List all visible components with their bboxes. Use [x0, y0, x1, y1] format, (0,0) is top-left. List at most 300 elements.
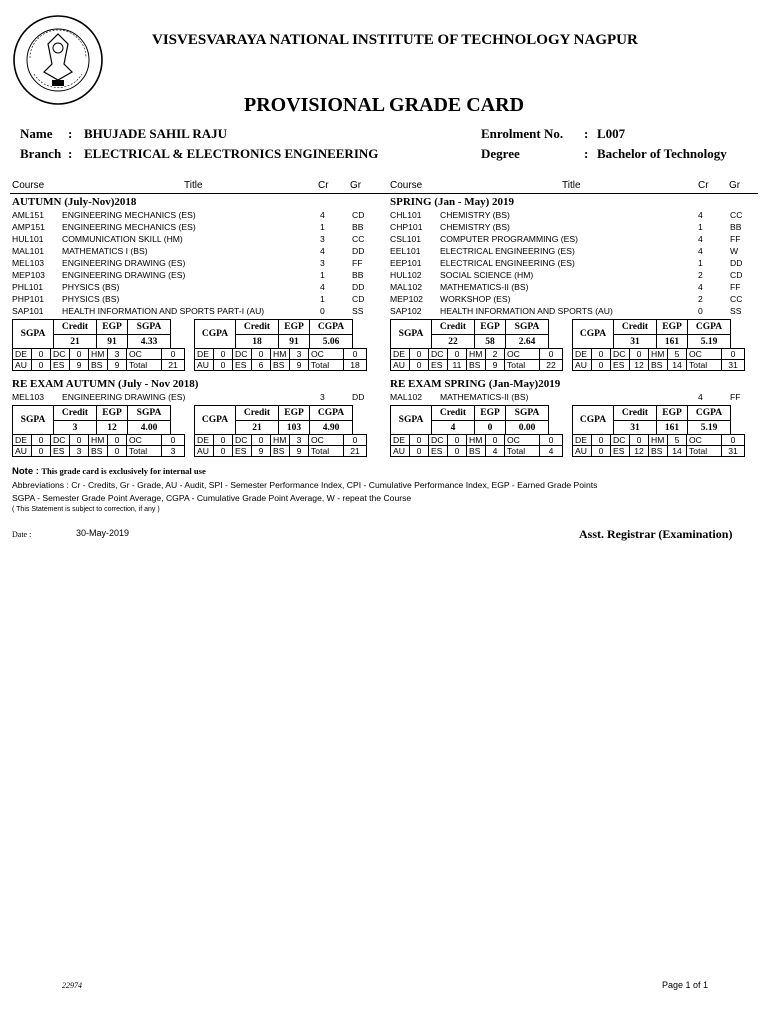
abbreviations-line-1: Abbreviations : Cr - Credits, Gr - Grade, AU - Audit, SPI - Semester Performance Index, CPI - Cumulative Performance Index, EGP - Earned Grade Points: [12, 480, 598, 490]
dist-oc-value: 0: [540, 349, 563, 360]
correction-statement: ( This Statement is subject to correction, if any ): [12, 506, 160, 513]
course-row: [390, 221, 756, 233]
course-row: [12, 281, 378, 293]
dist-de-label: DE: [13, 435, 32, 446]
sgpa-egp-value: 0: [475, 421, 506, 435]
semester-heading: RE EXAM SPRING (Jan-May)2019: [390, 378, 561, 390]
dist-dc-value: 0: [70, 435, 89, 446]
col-cr-left: Cr: [318, 180, 329, 191]
dist-es-value: 12: [630, 446, 649, 457]
course-grade: BB: [352, 270, 364, 280]
dist-total-label: Total: [687, 446, 722, 457]
dist-total-label: Total: [127, 360, 162, 371]
course-code: SAP101: [12, 306, 44, 316]
course-grade: CD: [730, 270, 743, 280]
dist-dc-value: 0: [630, 349, 649, 360]
dist-dc-label: DC: [611, 435, 630, 446]
course-title: ENGINEERING MECHANICS (ES): [62, 222, 196, 232]
sgpa-credit-value: 3: [54, 421, 97, 435]
course-grade: CD: [352, 294, 365, 304]
semester-heading: SPRING (Jan - May) 2019: [390, 196, 515, 208]
dist-es-value: 3: [70, 446, 89, 457]
dist-es-label: ES: [429, 446, 448, 457]
dist-hm-label: HM: [649, 349, 668, 360]
course-grade: CC: [730, 294, 743, 304]
dist-oc-label: OC: [687, 349, 722, 360]
course-row: [12, 257, 378, 269]
cgpa-label: CGPA: [195, 406, 236, 435]
dist-es-value: 9: [252, 446, 271, 457]
dist-hm-label: HM: [271, 349, 290, 360]
course-code: PHP101: [12, 294, 45, 304]
dist-es-label: ES: [233, 446, 252, 457]
dist-au-value: 0: [32, 446, 51, 457]
dist-es-value: 0: [448, 446, 467, 457]
sgpa-credit-header: Credit: [432, 320, 475, 335]
course-code: AML151: [12, 210, 45, 220]
col-course-left: Course: [12, 180, 45, 191]
cgpa-table: [572, 405, 731, 435]
sgpa-table: [390, 405, 549, 435]
course-title: ENGINEERING DRAWING (ES): [62, 258, 186, 268]
date-label: Date :: [12, 530, 32, 539]
course-credits: 2: [698, 294, 703, 304]
cgpa-table: [194, 319, 353, 349]
course-row: [390, 209, 756, 221]
dist-oc-label: OC: [505, 349, 540, 360]
dist-dc-value: 0: [630, 435, 649, 446]
course-row: [390, 305, 756, 317]
dist-au-value: 0: [32, 360, 51, 371]
dist-bs-label: BS: [89, 446, 108, 457]
dist-total-value: 21: [162, 360, 185, 371]
dist-oc-value: 0: [162, 349, 185, 360]
student-name: BHUJADE SAHIL RAJU: [84, 126, 228, 141]
dist-au-label: AU: [195, 360, 214, 371]
course-title: COMPUTER PROGRAMMING (ES): [440, 234, 578, 244]
signatory: Asst. Registrar (Examination): [579, 527, 733, 541]
dist-es-value: 12: [630, 360, 649, 371]
course-title: PHYSICS (BS): [62, 282, 120, 292]
dist-bs-label: BS: [649, 360, 668, 371]
dist-de-label: DE: [573, 435, 592, 446]
col-course-right: Course: [390, 180, 423, 191]
degree-label: Degree: [481, 146, 520, 161]
sgpa-egp-value: 58: [475, 335, 506, 349]
dist-hm-label: HM: [89, 435, 108, 446]
dist-total-value: 3: [162, 446, 185, 457]
sgpa-label: SGPA: [391, 320, 432, 349]
cgpa-credit-value: 31: [614, 421, 657, 435]
course-credits: 4: [320, 246, 325, 256]
sgpa-table: [390, 319, 549, 349]
course-title: ENGINEERING DRAWING (ES): [62, 270, 186, 280]
col-gr-left: Gr: [350, 180, 362, 191]
dist-es-value: 9: [70, 360, 89, 371]
cgpa-value-value: 4.90: [310, 421, 353, 435]
course-code: CSL101: [390, 234, 422, 244]
sgpa-egp-value: 91: [97, 335, 128, 349]
name-colon: :: [68, 126, 73, 141]
course-title: MATHEMATICS I (BS): [62, 246, 148, 256]
dist-bs-label: BS: [271, 446, 290, 457]
course-title: WORKSHOP (ES): [440, 294, 511, 304]
sgpa-egp-header: EGP: [475, 406, 506, 421]
sgpa-value-value: 0.00: [506, 421, 549, 435]
cgpa-label: CGPA: [573, 406, 614, 435]
dist-au-label: AU: [13, 446, 32, 457]
cgpa-value-value: 5.19: [688, 421, 731, 435]
dist-total-value: 31: [722, 360, 745, 371]
dist-bs-value: 0: [108, 446, 127, 457]
dist-de-label: DE: [391, 349, 410, 360]
cgpa-egp-value: 161: [657, 421, 688, 435]
course-code: MAL101: [12, 246, 45, 256]
dist-es-label: ES: [611, 446, 630, 457]
course-code: MEP103: [12, 270, 45, 280]
branch-value: ELECTRICAL & ELECTRONICS ENGINEERING: [84, 146, 379, 161]
dist-au-value: 0: [410, 446, 429, 457]
dist-es-label: ES: [233, 360, 252, 371]
dist-oc-value: 0: [722, 435, 745, 446]
name-label: Name: [20, 126, 53, 141]
dist-oc-label: OC: [309, 349, 344, 360]
dist-oc-value: 0: [344, 435, 367, 446]
dist-bs-value: 9: [486, 360, 505, 371]
course-code: MAL102: [390, 282, 423, 292]
sgpa-credit-header: Credit: [432, 406, 475, 421]
dist-dc-value: 0: [448, 435, 467, 446]
degree-colon: :: [584, 146, 589, 161]
cgpa-egp-header: EGP: [657, 320, 688, 335]
course-code: MAL102: [390, 392, 423, 402]
enrolment-label: Enrolment No.: [481, 126, 564, 141]
course-credits: 1: [698, 222, 703, 232]
dist-dc-label: DC: [51, 349, 70, 360]
course-title: ENGINEERING MECHANICS (ES): [62, 210, 196, 220]
dist-hm-label: HM: [467, 435, 486, 446]
dist-dc-value: 0: [70, 349, 89, 360]
semester-heading: AUTUMN (July-Nov)2018: [12, 196, 137, 208]
course-row: [390, 281, 756, 293]
sgpa-egp-header: EGP: [475, 320, 506, 335]
dist-au-label: AU: [573, 446, 592, 457]
course-credits: 4: [698, 282, 703, 292]
note-line: [12, 466, 206, 477]
dist-oc-value: 0: [162, 435, 185, 446]
date-value: 30-May-2019: [76, 528, 130, 538]
course-credits: 4: [320, 282, 325, 292]
course-row: [12, 305, 378, 317]
dist-au-value: 0: [214, 360, 233, 371]
dist-dc-label: DC: [429, 349, 448, 360]
degree-value: Bachelor of Technology: [597, 146, 727, 161]
abbreviations-line-2: SGPA - Semester Grade Point Average, CGPA - Cumulative Grade Point Average, W - repeat the Course: [12, 493, 412, 503]
course-row: [12, 245, 378, 257]
dist-dc-label: DC: [233, 435, 252, 446]
cgpa-credit-value: 21: [236, 421, 279, 435]
dist-bs-value: 14: [668, 446, 687, 457]
course-code: EEP101: [390, 258, 422, 268]
cgpa-value-header: CGPA: [688, 406, 731, 421]
course-code: HUL102: [390, 270, 422, 280]
dist-au-value: 0: [592, 446, 611, 457]
course-code: CHP101: [390, 222, 423, 232]
dist-hm-value: 0: [486, 435, 505, 446]
dist-bs-value: 9: [290, 446, 309, 457]
dist-dc-value: 0: [252, 349, 271, 360]
dist-oc-value: 0: [722, 349, 745, 360]
dist-au-label: AU: [573, 360, 592, 371]
course-row: [390, 293, 756, 305]
course-row: [390, 233, 756, 245]
sgpa-egp-header: EGP: [97, 320, 128, 335]
dist-oc-value: 0: [344, 349, 367, 360]
course-credits: 3: [320, 234, 325, 244]
dist-hm-value: 0: [108, 435, 127, 446]
dist-total-value: 22: [540, 360, 563, 371]
course-credits: 2: [698, 270, 703, 280]
dist-au-value: 0: [214, 446, 233, 457]
note-label: Note :: [12, 466, 39, 477]
course-row: [12, 269, 378, 281]
course-code: CHL101: [390, 210, 422, 220]
course-title: ELECTRICAL ENGINEERING (ES): [440, 246, 575, 256]
dist-es-value: 6: [252, 360, 271, 371]
dist-de-value: 0: [32, 349, 51, 360]
cgpa-credit-header: Credit: [236, 320, 279, 335]
course-credits: 4: [698, 234, 703, 244]
course-credits: 3: [320, 392, 325, 402]
course-row: [390, 269, 756, 281]
dist-hm-label: HM: [89, 349, 108, 360]
cgpa-egp-header: EGP: [279, 406, 310, 421]
cgpa-credit-value: 31: [614, 335, 657, 349]
sgpa-value-header: SGPA: [128, 406, 171, 421]
sgpa-value-header: SGPA: [506, 406, 549, 421]
section-spring-2019: [390, 196, 756, 376]
course-row: [12, 293, 378, 305]
course-code: SAP102: [390, 306, 422, 316]
header-rule: [10, 193, 758, 194]
section-re-exam-spring: [390, 378, 756, 462]
course-grade: DD: [352, 392, 365, 402]
sgpa-credit-value: 22: [432, 335, 475, 349]
dist-total-label: Total: [127, 446, 162, 457]
course-grade: BB: [352, 222, 364, 232]
dist-es-label: ES: [51, 360, 70, 371]
dist-bs-value: 4: [486, 446, 505, 457]
course-credits: 1: [698, 258, 703, 268]
course-grade: DD: [352, 246, 365, 256]
course-credits: 0: [698, 306, 703, 316]
semester-heading: RE EXAM AUTUMN (July - Nov 2018): [12, 378, 199, 390]
dist-au-value: 0: [592, 360, 611, 371]
dist-dc-label: DC: [611, 349, 630, 360]
dist-total-value: 18: [344, 360, 367, 371]
dist-de-value: 0: [214, 349, 233, 360]
course-grade: SS: [352, 306, 364, 316]
dist-es-label: ES: [611, 360, 630, 371]
course-code: PHL101: [12, 282, 44, 292]
sgpa-value-header: SGPA: [128, 320, 171, 335]
dist-de-label: DE: [195, 349, 214, 360]
dist-oc-label: OC: [127, 435, 162, 446]
dist-oc-label: OC: [687, 435, 722, 446]
dist-hm-label: HM: [467, 349, 486, 360]
course-code: MEL103: [12, 258, 45, 268]
dist-bs-label: BS: [467, 446, 486, 457]
dist-total-label: Total: [309, 360, 344, 371]
dist-es-value: 11: [448, 360, 467, 371]
col-title-right: Title: [562, 180, 581, 191]
course-grade: CD: [352, 210, 365, 220]
course-credits: 4: [320, 210, 325, 220]
sgpa-credit-value: 21: [54, 335, 97, 349]
dist-bs-value: 14: [668, 360, 687, 371]
dist-de-label: DE: [195, 435, 214, 446]
cgpa-value-value: 5.06: [310, 335, 353, 349]
course-title: HEALTH INFORMATION AND SPORTS (AU): [440, 306, 613, 316]
enrolment-colon: :: [584, 126, 589, 141]
sgpa-value-value: 2.64: [506, 335, 549, 349]
dist-bs-label: BS: [467, 360, 486, 371]
sgpa-credit-header: Credit: [54, 320, 97, 335]
cgpa-credit-header: Credit: [614, 406, 657, 421]
course-grade: SS: [730, 306, 742, 316]
course-code: HUL101: [12, 234, 44, 244]
dist-bs-label: BS: [89, 360, 108, 371]
cgpa-egp-value: 91: [279, 335, 310, 349]
course-grade: DD: [730, 258, 743, 268]
course-title: PHYSICS (BS): [62, 294, 120, 304]
dist-total-value: 21: [344, 446, 367, 457]
sgpa-egp-value: 12: [97, 421, 128, 435]
dist-hm-value: 3: [290, 349, 309, 360]
course-title: ENGINEERING DRAWING (ES): [62, 392, 186, 402]
dist-au-label: AU: [13, 360, 32, 371]
dist-de-value: 0: [32, 435, 51, 446]
sgpa-label: SGPA: [13, 406, 54, 435]
course-title: COMMUNICATION SKILL (HM): [62, 234, 183, 244]
dist-bs-value: 9: [108, 360, 127, 371]
course-credits: 4: [698, 392, 703, 402]
sgpa-value-header: SGPA: [506, 320, 549, 335]
cgpa-value-header: CGPA: [310, 320, 353, 335]
course-title: MATHEMATICS-II (BS): [440, 282, 529, 292]
cgpa-credit-header: Credit: [236, 406, 279, 421]
col-title-left: Title: [184, 180, 203, 191]
course-row: [390, 257, 756, 269]
dist-total-label: Total: [505, 446, 540, 457]
distribution-cgpa: [194, 348, 367, 371]
cgpa-table: [194, 405, 353, 435]
sgpa-credit-value: 4: [432, 421, 475, 435]
sgpa-label: SGPA: [391, 406, 432, 435]
course-code: AMP151: [12, 222, 45, 232]
course-grade: CC: [730, 210, 743, 220]
dist-dc-label: DC: [51, 435, 70, 446]
course-grade: FF: [730, 392, 741, 402]
dist-dc-label: DC: [429, 435, 448, 446]
dist-de-label: DE: [391, 435, 410, 446]
serial-number: 22974: [62, 981, 82, 990]
dist-total-value: 4: [540, 446, 563, 457]
dist-total-label: Total: [505, 360, 540, 371]
course-row: [12, 233, 378, 245]
course-credits: 4: [698, 246, 703, 256]
cgpa-egp-value: 103: [279, 421, 310, 435]
course-grade: FF: [730, 234, 741, 244]
dist-hm-value: 5: [668, 435, 687, 446]
dist-de-label: DE: [573, 349, 592, 360]
course-grade: FF: [730, 282, 741, 292]
dist-es-label: ES: [51, 446, 70, 457]
course-title: CHEMISTRY (BS): [440, 222, 510, 232]
cgpa-egp-header: EGP: [657, 406, 688, 421]
dist-au-label: AU: [195, 446, 214, 457]
course-grade: W: [730, 246, 739, 256]
course-grade: DD: [352, 282, 365, 292]
dist-de-label: DE: [13, 349, 32, 360]
dist-bs-label: BS: [271, 360, 290, 371]
dist-hm-value: 3: [290, 435, 309, 446]
course-credits: 1: [320, 270, 325, 280]
dist-bs-label: BS: [649, 446, 668, 457]
cgpa-credit-value: 18: [236, 335, 279, 349]
distribution-sgpa: [12, 348, 185, 371]
dist-dc-value: 0: [252, 435, 271, 446]
dist-hm-value: 2: [486, 349, 505, 360]
course-row: [12, 221, 378, 233]
distribution-cgpa: [572, 434, 745, 457]
dist-au-label: AU: [391, 446, 410, 457]
course-row: [12, 209, 378, 221]
distribution-cgpa: [572, 348, 745, 371]
section-autumn-2018: [12, 196, 378, 376]
cgpa-table: [572, 319, 731, 349]
dist-total-label: Total: [309, 446, 344, 457]
note-text: This grade card is exclusively for internal use: [41, 466, 206, 476]
dist-total-label: Total: [687, 360, 722, 371]
course-grade: FF: [352, 258, 363, 268]
cgpa-label: CGPA: [195, 320, 236, 349]
cgpa-value-header: CGPA: [688, 320, 731, 335]
cgpa-egp-value: 161: [657, 335, 688, 349]
sgpa-table: [12, 319, 171, 349]
sgpa-value-value: 4.33: [128, 335, 171, 349]
cgpa-label: CGPA: [573, 320, 614, 349]
sgpa-label: SGPA: [13, 320, 54, 349]
dist-au-label: AU: [391, 360, 410, 371]
distribution-sgpa: [12, 434, 185, 457]
course-grade: BB: [730, 222, 742, 232]
course-credits: 4: [698, 210, 703, 220]
section-re-exam-autumn: [12, 378, 378, 462]
dist-bs-value: 9: [290, 360, 309, 371]
course-row: [390, 391, 756, 403]
col-cr-right: Cr: [698, 180, 709, 191]
dist-oc-label: OC: [127, 349, 162, 360]
page-number: Page 1 of 1: [662, 980, 709, 990]
course-title: HEALTH INFORMATION AND SPORTS PART-I (AU): [62, 306, 265, 316]
institute-name: VISVESVARAYA NATIONAL INSTITUTE OF TECHNOLOGY NAGPUR: [152, 32, 638, 48]
cgpa-egp-header: EGP: [279, 320, 310, 335]
distribution-cgpa: [194, 434, 367, 457]
dist-dc-label: DC: [233, 349, 252, 360]
branch-label: Branch: [20, 146, 62, 161]
dist-total-value: 31: [722, 446, 745, 457]
